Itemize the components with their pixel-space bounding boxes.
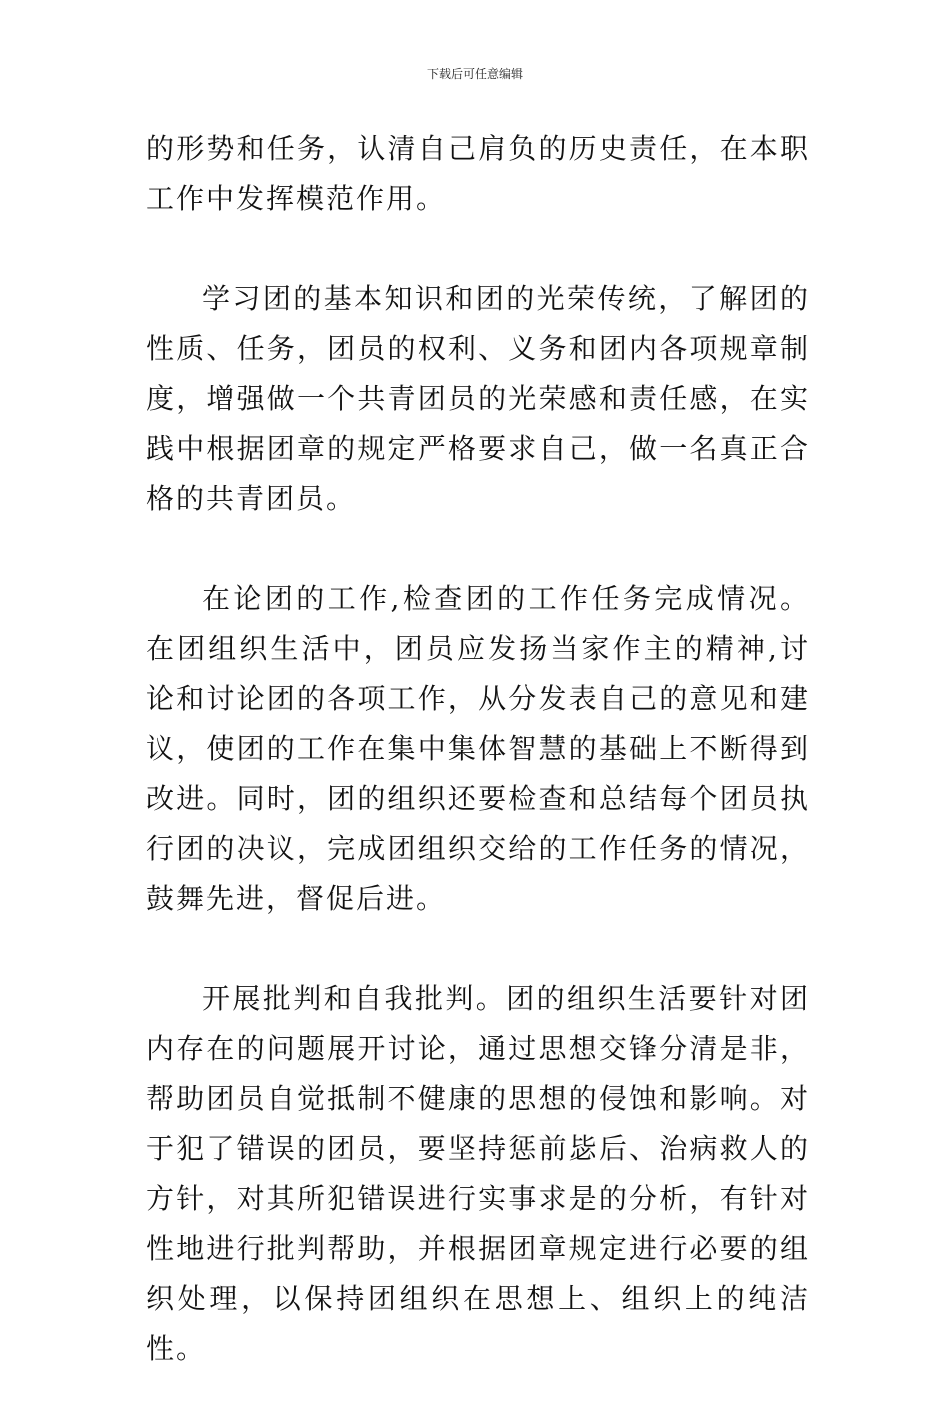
page-header: 下载后可任意编辑: [426, 67, 523, 81]
paragraph-criticism: 开展批判和自我批判。团的组织生活要针对团内存在的问题展开讨论，通过思想交锋分清是非，帮助团员自觉抵制不健康的思想的侵蚀和影响。对于犯了错误的团员，要坚持惩前毖后、治病救人的方针，对其所犯错误进行实事求是的分析，有针对性地进行批判帮助，并根据团章规定进行必要的组织处理，以保持团组织在思想上、组织上的纯洁性。: [146, 982, 810, 1365]
paragraph-study: 学习团的基本知识和团的光荣传统，了解团的性质、任务，团员的权利、义务和团内各项规章制度，增强做一个共青团员的光荣感和责任感，在实践中根据团章的规定严格要求自己，做一名真正合格的共青团员。: [146, 282, 810, 515]
document-body: [146, 124, 810, 1424]
paragraph-continued: 的形势和任务，认清自己肩负的历史责任，在本职工作中发挥模范作用。: [146, 132, 810, 215]
paragraph-work-review: 在论团的工作,检查团的工作任务完成情况。在团组织生活中，团员应发扬当家作主的精神,讨论和讨论团的各项工作，从分发表自己的意见和建议，使团的工作在集中集体智慧的基础上不断得到改进。同时，团的组织还要检查和总结每个团员执行团的决议，完成团组织交给的工作任务的情况，鼓舞先进，督促后进。: [146, 582, 810, 915]
